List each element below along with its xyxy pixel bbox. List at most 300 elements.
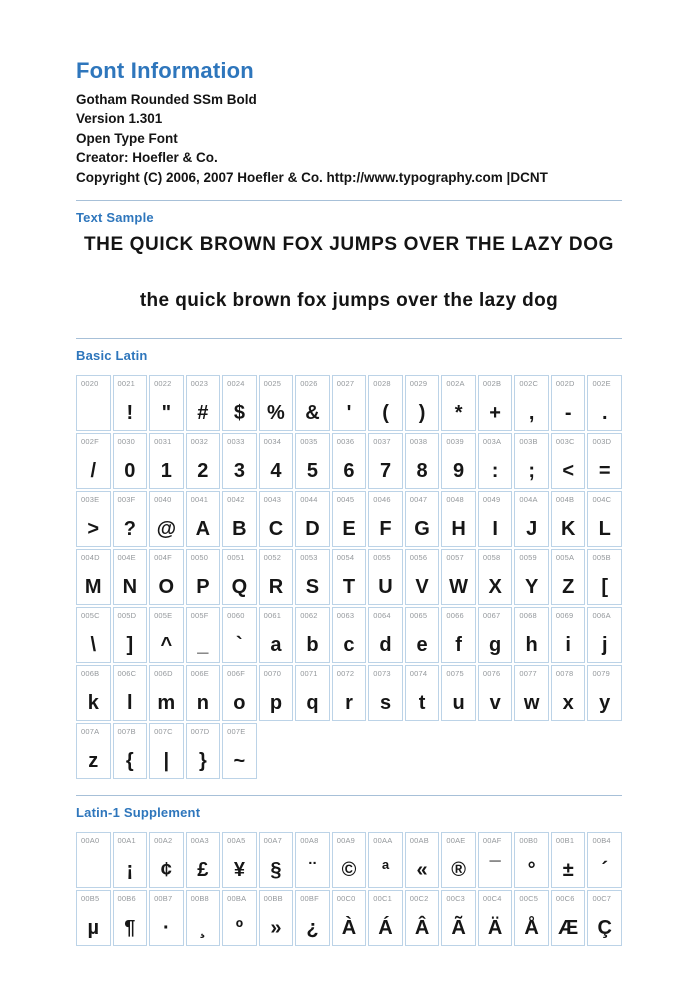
glyph-character: d [379, 634, 392, 657]
glyph-character: b [306, 634, 319, 657]
codepoint-label: 00A1 [117, 836, 136, 846]
glyph-cell [259, 433, 294, 489]
glyph-character: ¿ [306, 917, 319, 940]
codepoint-label: 0071 [300, 669, 318, 679]
glyph-character: 6 [343, 460, 355, 483]
glyph-cell [478, 375, 513, 431]
glyph-character: © [341, 859, 357, 882]
codepoint-label: 0063 [336, 611, 355, 621]
glyph-cell [113, 491, 148, 547]
glyph-cell [149, 607, 184, 663]
codepoint-label: 004E [117, 553, 136, 563]
codepoint-label: 00B6 [117, 894, 136, 904]
codepoint-label: 005A [555, 553, 575, 563]
codepoint-label: 0020 [81, 379, 99, 389]
glyph-character: ¡ [126, 859, 134, 882]
glyph-character: f [455, 634, 462, 657]
glyph-character: · [162, 917, 170, 940]
codepoint-label: 00C4 [482, 894, 502, 904]
glyph-character: H [451, 518, 466, 541]
codepoint-label: 00C0 [336, 894, 356, 904]
glyph-cell [332, 665, 367, 721]
glyph-cell [368, 890, 403, 946]
codepoint-label: 00C1 [373, 894, 392, 904]
glyph-character: l [127, 692, 133, 715]
glyph-cell [332, 375, 367, 431]
glyph-character: t [418, 692, 426, 715]
glyph-cell [295, 832, 330, 888]
codepoint-label: 0038 [409, 437, 428, 447]
glyph-character: J [526, 518, 538, 541]
glyph-character: ! [126, 402, 134, 425]
glyph-character: ¶ [124, 917, 136, 940]
glyph-cell [478, 607, 513, 663]
glyph-character: T [342, 576, 356, 599]
glyph-character: ) [418, 402, 426, 425]
glyph-character: º [235, 917, 244, 940]
glyph-cell [222, 723, 257, 779]
codepoint-label: 0079 [592, 669, 610, 679]
font-type-line: Open Type Font [76, 130, 178, 146]
codepoint-label: 004D [81, 553, 100, 563]
codepoint-label: 0037 [373, 437, 391, 447]
codepoint-label: 006E [190, 669, 209, 679]
glyph-cell [441, 665, 476, 721]
glyph-character: B [232, 518, 247, 541]
codepoint-label: 0023 [190, 379, 209, 389]
glyph-character: 7 [379, 460, 392, 483]
codepoint-label: 007C [154, 727, 173, 737]
glyph-cell [368, 491, 403, 547]
codepoint-label: 002A [446, 379, 465, 389]
codepoint-label: 00BB [263, 894, 283, 904]
glyph-cell [514, 607, 549, 663]
glyph-character: ± [562, 859, 574, 882]
glyph-cell [405, 832, 440, 888]
codepoint-label: 0042 [227, 495, 245, 505]
codepoint-label: 0072 [336, 669, 355, 679]
glyph-character: + [489, 402, 501, 425]
glyph-character: > [87, 518, 100, 541]
glyph-cell [222, 375, 257, 431]
codepoint-label: 0040 [154, 495, 172, 505]
codepoint-label: 00A3 [190, 836, 209, 846]
codepoint-label: 0028 [373, 379, 391, 389]
glyph-cell [76, 491, 111, 547]
glyph-character: Y [524, 576, 539, 599]
glyph-character: ? [123, 518, 136, 541]
font-version-line: Version 1.301 [76, 111, 163, 127]
font-metadata [76, 90, 622, 187]
codepoint-label: 0025 [263, 379, 282, 389]
glyph-cell [186, 832, 221, 888]
glyph-cell [332, 890, 367, 946]
codepoint-label: 00B1 [555, 836, 575, 846]
codepoint-label: 003A [482, 437, 502, 447]
glyph-character: § [270, 859, 282, 882]
codepoint-label: 007B [117, 727, 136, 737]
glyph-character: F [379, 518, 392, 541]
font-creator-line: Creator: Hoefler & Co. [76, 150, 218, 166]
glyph-cell [587, 890, 622, 946]
glyph-character: = [598, 460, 611, 483]
glyph-character: _ [197, 634, 209, 657]
glyph-character: M [84, 576, 102, 599]
codepoint-label: 004F [154, 553, 172, 563]
glyph-cell [478, 549, 513, 605]
glyph-character: 0 [124, 460, 136, 483]
glyph-character: Æ [558, 917, 579, 940]
glyph-character: ' [346, 402, 352, 425]
glyph-character: j [601, 634, 608, 657]
codepoint-label: 0036 [336, 437, 355, 447]
glyph-character: % [267, 402, 285, 425]
section-heading-latin1-supplement: Latin-1 Supplement [76, 805, 201, 821]
glyph-character: Ã [451, 917, 466, 940]
codepoint-label: 00B0 [519, 836, 538, 846]
glyph-character: v [489, 692, 501, 715]
codepoint-label: 00AB [409, 836, 429, 846]
codepoint-label: 003F [117, 495, 136, 505]
glyph-cell [295, 491, 330, 547]
glyph-cell [514, 433, 549, 489]
glyph-character: Z [562, 576, 575, 599]
codepoint-label: 0056 [409, 553, 428, 563]
glyph-character: P [196, 576, 210, 599]
codepoint-label: 002D [555, 379, 575, 389]
glyph-character: ] [126, 634, 134, 657]
glyph-character: O [158, 576, 175, 599]
glyph-cell [259, 665, 294, 721]
glyph-character: » [270, 917, 282, 940]
glyph-cell [222, 549, 257, 605]
glyph-character: 2 [197, 460, 209, 483]
glyph-cell [551, 607, 586, 663]
glyph-character: ^ [160, 634, 173, 657]
codepoint-label: 00BA [227, 894, 247, 904]
glyph-cell [551, 832, 586, 888]
codepoint-label: 0033 [227, 437, 245, 447]
glyph-character: K [560, 518, 576, 541]
glyph-cell [76, 723, 111, 779]
codepoint-label: 0070 [263, 669, 282, 679]
glyph-cell [76, 433, 111, 489]
glyph-cell [478, 890, 513, 946]
glyph-character: q [306, 692, 319, 715]
glyph-cell [587, 491, 622, 547]
glyph-cell [222, 433, 257, 489]
glyph-cell [514, 832, 549, 888]
codepoint-label: 003D [592, 437, 612, 447]
codepoint-label: 00AA [373, 836, 393, 846]
codepoint-label: 00AF [482, 836, 502, 846]
glyph-cell [113, 832, 148, 888]
glyph-cell [76, 607, 111, 663]
codepoint-label: 005E [154, 611, 173, 621]
glyph-cell [587, 832, 622, 888]
glyph-character: ´ [601, 859, 609, 882]
codepoint-label: 00C2 [409, 894, 429, 904]
glyph-cell [222, 890, 257, 946]
codepoint-label: 0065 [409, 611, 428, 621]
glyph-cell [551, 890, 586, 946]
glyph-cell [222, 607, 257, 663]
glyph-character: h [525, 634, 538, 657]
glyph-cell [113, 549, 148, 605]
codepoint-label: 0021 [117, 379, 136, 389]
glyph-cell [368, 832, 403, 888]
glyph-character: L [598, 518, 611, 541]
glyph-cell [113, 375, 148, 431]
glyph-character: : [491, 460, 499, 483]
codepoint-label: 0048 [446, 495, 464, 505]
glyph-cell [551, 433, 586, 489]
glyph-cell [368, 433, 403, 489]
codepoint-label: 0068 [519, 611, 537, 621]
codepoint-label: 0057 [446, 553, 464, 563]
glyph-cell [149, 491, 184, 547]
glyph-character: s [379, 692, 392, 715]
glyph-cell [113, 607, 148, 663]
glyph-cell [332, 607, 367, 663]
glyph-character: k [87, 692, 99, 715]
glyph-character: U [378, 576, 393, 599]
codepoint-label: 0067 [482, 611, 501, 621]
glyph-cell [587, 549, 622, 605]
codepoint-label: 003E [81, 495, 100, 505]
glyph-character: Ç [597, 917, 612, 940]
glyph-cell [259, 549, 294, 605]
glyph-cell [295, 433, 330, 489]
glyph-cell [295, 549, 330, 605]
glyph-cell [186, 433, 221, 489]
codepoint-label: 002B [482, 379, 502, 389]
glyph-cell [514, 665, 549, 721]
glyph-cell [441, 832, 476, 888]
codepoint-label: 0050 [190, 553, 209, 563]
glyph-character: W [449, 576, 469, 599]
glyph-character: < [562, 460, 575, 483]
section-divider [76, 200, 622, 201]
glyph-cell [587, 665, 622, 721]
codepoint-label: 0026 [300, 379, 318, 389]
glyph-cell [368, 375, 403, 431]
codepoint-label: 0035 [300, 437, 318, 447]
codepoint-label: 006D [154, 669, 173, 679]
glyph-character: . [601, 402, 608, 425]
glyph-character: S [305, 576, 320, 599]
glyph-cell [259, 375, 294, 431]
glyph-cell [514, 890, 549, 946]
glyph-character: ¢ [160, 859, 172, 882]
glyph-cell [332, 491, 367, 547]
glyph-character: { [125, 750, 134, 773]
glyph-cell [478, 665, 513, 721]
glyph-character: µ [87, 917, 100, 940]
glyph-cell [514, 491, 549, 547]
glyph-cell [441, 375, 476, 431]
glyph-character: / [90, 460, 97, 483]
codepoint-label: 0073 [373, 669, 391, 679]
text-sample-lowercase: the quick brown fox jumps over the lazy dog [139, 290, 559, 312]
glyph-cell [149, 433, 184, 489]
codepoint-label: 0064 [373, 611, 391, 621]
glyph-cell [186, 375, 221, 431]
glyph-character: x [562, 692, 574, 715]
glyph-cell [149, 832, 184, 888]
codepoint-label: 0047 [409, 495, 428, 505]
glyph-character: ~ [233, 750, 246, 773]
codepoint-label: 004C [592, 495, 612, 505]
codepoint-label: 0074 [409, 669, 428, 679]
codepoint-label: 0043 [263, 495, 282, 505]
section-divider [76, 338, 622, 339]
codepoint-label: 0045 [336, 495, 355, 505]
glyph-cell [186, 665, 221, 721]
codepoint-label: 0027 [336, 379, 355, 389]
glyph-cell [441, 607, 476, 663]
latin1-supplement-table [76, 832, 622, 946]
glyph-cell [405, 549, 440, 605]
glyph-cell [113, 433, 148, 489]
glyph-cell [332, 832, 367, 888]
codepoint-label: 006A [592, 611, 611, 621]
codepoint-label: 00A5 [227, 836, 246, 846]
glyph-cell [332, 433, 367, 489]
glyph-cell [76, 375, 111, 431]
glyph-character: Å [524, 917, 539, 940]
codepoint-label: 0058 [482, 553, 501, 563]
glyph-character: e [416, 634, 428, 657]
glyph-cell [186, 549, 221, 605]
glyph-character: A [195, 518, 211, 541]
glyph-character: n [196, 692, 209, 715]
codepoint-label: 0077 [519, 669, 537, 679]
glyph-cell [478, 491, 513, 547]
glyph-cell [587, 607, 622, 663]
glyph-character: r [345, 692, 353, 715]
codepoint-label: 0034 [263, 437, 282, 447]
codepoint-label: 005D [117, 611, 137, 621]
codepoint-label: 007A [81, 727, 100, 737]
glyph-character: \ [90, 634, 97, 657]
glyph-cell [186, 491, 221, 547]
codepoint-label: 002C [519, 379, 539, 389]
glyph-cell [295, 665, 330, 721]
font-name-line: Gotham Rounded SSm Bold [76, 92, 257, 107]
glyph-character: G [414, 518, 430, 541]
codepoint-label: 0076 [482, 669, 501, 679]
glyph-character: ; [528, 460, 535, 483]
codepoint-label: 00B4 [592, 836, 611, 846]
codepoint-label: 0054 [336, 553, 355, 563]
glyph-cell [259, 890, 294, 946]
codepoint-label: 0069 [555, 611, 574, 621]
glyph-character: ¥ [233, 859, 245, 882]
codepoint-label: 0051 [227, 553, 245, 563]
glyph-cell [76, 549, 111, 605]
glyph-character: C [268, 518, 284, 541]
glyph-cell [332, 549, 367, 605]
glyph-cell [405, 607, 440, 663]
glyph-character: # [197, 402, 209, 425]
glyph-character: Â [414, 917, 430, 940]
codepoint-label: 002F [81, 437, 99, 447]
codepoint-label: 00C7 [592, 894, 612, 904]
glyph-cell [113, 890, 148, 946]
glyph-character: - [564, 402, 572, 425]
glyph-cell [514, 549, 549, 605]
glyph-character: N [122, 576, 138, 599]
codepoint-label: 007D [190, 727, 210, 737]
glyph-cell [478, 433, 513, 489]
codepoint-label: 00A2 [154, 836, 173, 846]
glyph-cell [76, 665, 111, 721]
glyph-character: p [269, 692, 283, 715]
glyph-character: [ [601, 576, 609, 599]
glyph-character: o [233, 692, 246, 715]
codepoint-label: 006C [117, 669, 137, 679]
glyph-character: } [198, 750, 207, 773]
codepoint-label: 00C5 [519, 894, 539, 904]
codepoint-label: 004A [519, 495, 538, 505]
glyph-cell [441, 491, 476, 547]
codepoint-label: 0030 [117, 437, 136, 447]
codepoint-label: 0055 [373, 553, 391, 563]
glyph-character: E [342, 518, 356, 541]
codepoint-label: 004B [555, 495, 575, 505]
codepoint-label: 003C [555, 437, 575, 447]
glyph-cell [441, 433, 476, 489]
glyph-character: Q [231, 576, 248, 599]
codepoint-label: 00C6 [555, 894, 575, 904]
codepoint-label: 0031 [154, 437, 172, 447]
glyph-character: a [270, 634, 282, 657]
glyph-cell [295, 375, 330, 431]
glyph-cell [149, 665, 184, 721]
glyph-cell [368, 549, 403, 605]
glyph-character: V [415, 576, 429, 599]
codepoint-label: 00A9 [336, 836, 356, 846]
glyph-cell [405, 375, 440, 431]
codepoint-label: 0078 [555, 669, 574, 679]
glyph-cell [551, 665, 586, 721]
glyph-cell [186, 890, 221, 946]
codepoint-label: 006B [81, 669, 100, 679]
glyph-character: | [163, 750, 170, 773]
glyph-cell [514, 375, 549, 431]
glyph-cell [259, 832, 294, 888]
codepoint-label: 0062 [300, 611, 318, 621]
glyph-cell [113, 723, 148, 779]
glyph-cell [551, 491, 586, 547]
glyph-character: y [599, 692, 611, 715]
glyph-character: ¨ [309, 859, 316, 882]
font-copyright-line: Copyright (C) 2006, 2007 Hoefler & Co. http://www.typography.com |DCNT [76, 169, 548, 185]
glyph-character: Á [378, 917, 393, 940]
codepoint-label: 0032 [190, 437, 209, 447]
codepoint-label: 00AE [446, 836, 466, 846]
section-heading-basic-latin: Basic Latin [76, 348, 148, 364]
glyph-character: g [489, 634, 502, 657]
glyph-character: " [161, 402, 172, 425]
glyph-cell [113, 665, 148, 721]
codepoint-label: 00C3 [446, 894, 466, 904]
glyph-character: 9 [453, 460, 465, 483]
glyph-character: « [416, 859, 428, 882]
glyph-character: R [268, 576, 284, 599]
glyph-cell [259, 491, 294, 547]
